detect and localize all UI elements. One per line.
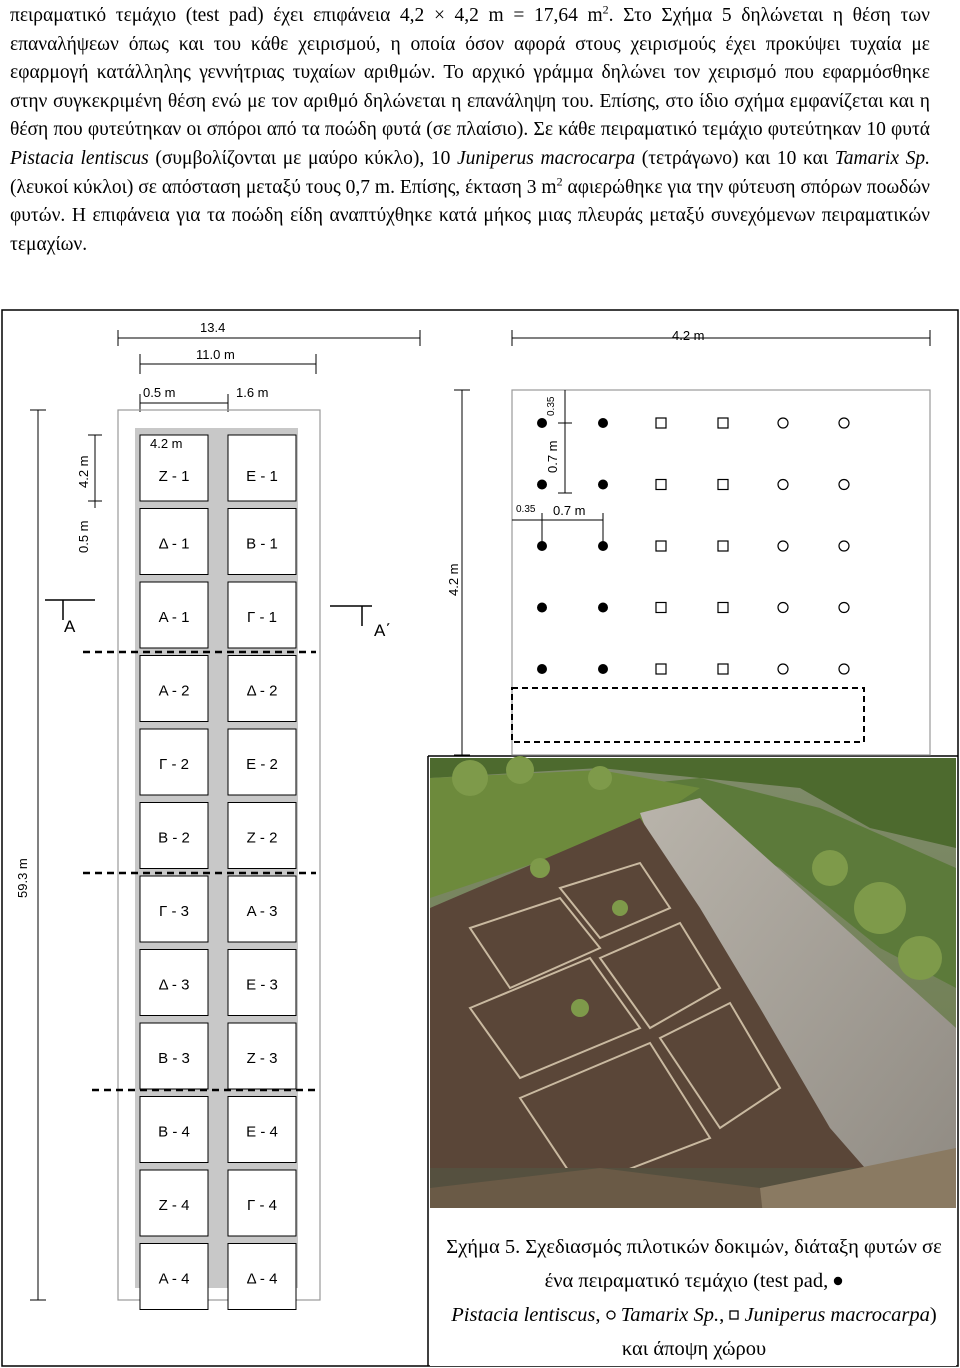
plot-label: Γ - 1 — [247, 609, 277, 626]
juniperus-square — [656, 664, 666, 674]
juniperus-square — [656, 541, 666, 551]
plot-layout-diagram — [15, 320, 420, 1310]
caption-species3: Juniperus macrocarpa — [744, 1304, 930, 1326]
pistacia-dot — [598, 603, 608, 613]
juniperus-square — [718, 541, 728, 551]
juniperus-square — [718, 603, 728, 613]
seed-area-box — [512, 688, 864, 742]
caption-sep1: , — [595, 1304, 606, 1326]
pad-dim-edge-top: 0.35 — [546, 396, 557, 416]
section-right: A΄ — [374, 621, 391, 640]
species-pistacia: Pistacia lentiscus — [10, 147, 149, 169]
plot-label: Β - 2 — [158, 829, 190, 847]
pistacia-dot — [598, 664, 608, 674]
plot-label: Ζ - 2 — [246, 829, 278, 847]
pistacia-dot — [537, 541, 547, 551]
para-seg2: 4,2 m = 17,64 m — [444, 5, 603, 26]
square-icon — [729, 1310, 739, 1320]
pistacia-dot — [598, 541, 608, 551]
tamarix-circle — [839, 664, 849, 674]
dim-plot: 4.2 m — [150, 436, 183, 451]
juniperus-square — [656, 480, 666, 490]
juniperus-square — [656, 418, 666, 428]
pistacia-dot — [598, 480, 608, 490]
pad-dim-height: 4.2 m — [446, 563, 461, 596]
pad-dim-spacing-h: 0.7 m — [553, 503, 586, 518]
caption-sep2: , — [719, 1304, 730, 1326]
para-seg4: (συμβολίζονται με μαύρο κύκλο), 10 — [148, 147, 457, 169]
pistacia-dot — [537, 480, 547, 490]
plot-label: Γ - 2 — [159, 756, 189, 773]
times-sign: × — [433, 5, 445, 26]
caption-species1: Pistacia lentiscus — [451, 1304, 596, 1326]
plot-label: Ε - 1 — [246, 468, 278, 485]
pistacia-dot — [537, 664, 547, 674]
plot-label: Δ - 3 — [158, 976, 190, 994]
plot-label: Γ - 4 — [247, 1197, 277, 1214]
dim-length: 59.3 m — [15, 858, 30, 898]
tamarix-circle — [778, 541, 788, 551]
pad-dim-edge-left: 0.35 — [516, 504, 536, 515]
tamarix-circle — [839, 418, 849, 428]
caption-suffix: ) και άποψη χώρου — [621, 1304, 937, 1360]
dim-plot-side: 4.2 m — [76, 455, 91, 488]
juniperus-square — [718, 418, 728, 428]
pistacia-dot — [537, 418, 547, 428]
section-left: A — [64, 617, 76, 636]
figure-5 — [0, 308, 960, 1368]
juniperus-square — [718, 480, 728, 490]
juniperus-square — [656, 603, 666, 613]
plot-label: Β - 1 — [246, 535, 278, 553]
species-tamarix: Tamarix Sp. — [834, 147, 930, 169]
tamarix-circle — [778, 603, 788, 613]
plot-label: Δ - 2 — [246, 682, 278, 700]
tamarix-circle — [839, 603, 849, 613]
plot-label: Α - 3 — [246, 903, 278, 920]
plot-label: Α - 2 — [158, 682, 190, 700]
para-seg1: πειραματικό τεμάχιο (test pad) έχει επιφάνεια 4,2 — [10, 5, 434, 26]
para-seg7: αφιερώθηκε για την φύτευση σπόρων ποωδών φυτών. Η επιφάνεια για τα ποώδη είδη αναπτύχθηκε κατά μήκος μιας πλευράς μεταξύ συνεχόμενων πειραματικών τεμαχίων. — [10, 176, 931, 255]
tamarix-circle — [778, 664, 788, 674]
plot-label: Ζ - 1 — [158, 468, 190, 485]
tamarix-circle — [778, 480, 788, 490]
para-seg6: (λευκοί κύκλοι) σε απόσταση μεταξύ τους 0,7 m. Επίσης, έκταση 3 m — [10, 176, 557, 198]
black-dot-icon — [833, 1276, 843, 1286]
test-pad-diagram — [446, 328, 930, 755]
pistacia-dot — [537, 603, 547, 613]
para-seg3: . Στο Σχήμα 5 δηλώνεται η θέση των επαναλήψεων όπως και του κάθε χειρισμού, η οποία όσον αφορά στους χειρισμούς έχει προκύψει τυχαία με εφαρμογή κατάλληλης γεννήτριας τυχαίων αριθμών. Το αρχικό γράμμα δηλώνει τον χειρισμό που εφαρμόσθηκε στην συγκεκριμένη θέση ενώ με τον αριθμό δηλώνεται η επανάληψη του. Επίσης, στο ίδιο σχήμα εμφανίζεται και η θέση που φυτεύτηκαν οι σπόροι από τα ποώδη φυτά (σε πλαίσιο). Σε κάθε πειραματικό τεμάχιο φυτεύτηκαν 10 φυτά — [10, 5, 930, 141]
superscript-2b: 2 — [556, 174, 563, 189]
dim-total-width: 13.4 — [200, 320, 226, 335]
plot-label: Α - 1 — [158, 609, 190, 626]
figure-caption — [446, 1230, 942, 1366]
dim-gap-side: 0.5 m — [76, 520, 91, 553]
plot-label: Δ - 1 — [158, 535, 190, 553]
tamarix-circle — [778, 418, 788, 428]
pad-dim-width: 4.2 m — [672, 328, 705, 343]
plot-label: Ε - 4 — [246, 1123, 278, 1141]
dim-path: 1.6 m — [236, 385, 269, 400]
plot-label: Ζ - 3 — [246, 1050, 278, 1067]
plot-label: Ε - 3 — [246, 976, 278, 994]
tamarix-circle — [839, 480, 849, 490]
plot-label: Α - 4 — [158, 1270, 190, 1288]
dim-gap: 0.5 m — [143, 385, 176, 400]
plot-label: Γ - 3 — [159, 903, 189, 920]
superscript-2: 2 — [602, 2, 609, 17]
tamarix-circle — [839, 541, 849, 551]
species-juniperus: Juniperus macrocarpa — [456, 147, 636, 169]
caption-species2: Tamarix Sp. — [620, 1304, 720, 1326]
caption-prefix: Σχήμα 5. Σχεδιασμός πιλοτικών δοκιμών, διάταξη φυτών σε ένα πειραματικό τεμάχιο (test pad, — [446, 1236, 942, 1292]
white-circle-icon — [606, 1310, 616, 1320]
plot-label: Β - 3 — [158, 1050, 190, 1067]
plot-label: Δ - 4 — [246, 1270, 278, 1288]
plot-label: Β - 4 — [158, 1123, 190, 1141]
para-seg5: (τετράγωνο) και 10 και — [635, 147, 835, 169]
pad-dim-spacing-v: 0.7 m — [545, 440, 560, 473]
juniperus-square — [718, 664, 728, 674]
pistacia-dot — [598, 418, 608, 428]
plot-label: Ζ - 4 — [158, 1197, 190, 1214]
figure-svg — [0, 308, 960, 1368]
plot-label: Ε - 2 — [246, 756, 278, 773]
dim-inner-width: 11.0 m — [196, 347, 235, 362]
body-paragraph — [10, 2, 930, 259]
